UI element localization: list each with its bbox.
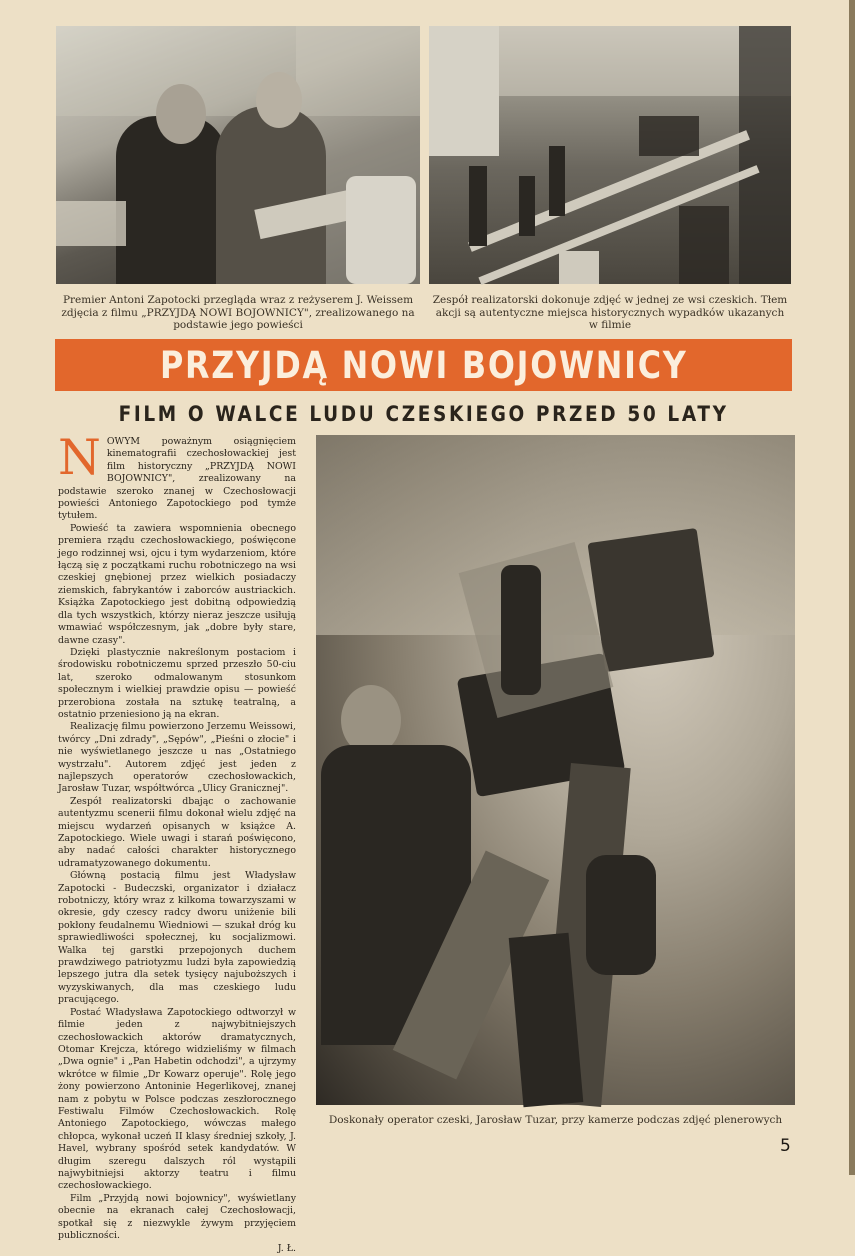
article-paragraph: Zespół realizatorski dbając o zachowanie autentyzmu scenerii filmu dokonał wielu zdjęć na miejscu wydarzeń opisanych w książce A. Zapotockiego. Wiele uwagi i starań poświęcono, aby nadać całości charakter historycznego udramatyzowanego dokumentu. bbox=[58, 795, 296, 869]
caption-village-filming: Zespół realizatorski dokonuje zdjęć w jednej ze wsi czeskich. Tłem akcji są autentyczne miejsca historycznych wypadków ukazanych w filmie bbox=[432, 294, 788, 331]
photo-premier-and-director bbox=[56, 26, 420, 284]
article-paragraph: Postać Władysława Zapotockiego odtworzył w filmie jeden z najwybitniejszych czechosłowackich aktorów dramatycznych, Otomar Krejcza, którego widzieliśmy w filmach „Dwa ognie" i „Pan Habetin odchodzi", a ujrzymy wkrótce w filmie „Dr Kowarz operuje". Rolę jego żony powierzono Antoninie Hegerlikovej, znanej nam z pobytu w Polsce podczas zeszłorocznego Festiwalu Filmów Czechosłowackich. Rolę Antoniego Zapotockiego, wówczas małego chłopca, wykonał uczeń II klasy średniej szkoły, J. Havel, wybrany spośród setek kandydatów. W długim szeregu dalszych ról wystąpili najwybitniejsi aktorzy teatru i filmu czechosłowackiego. bbox=[58, 1006, 296, 1192]
caption-premier-and-director: Premier Antoni Zapotocki przegląda wraz z reżyserem J. Weissem zdjęcia z filmu „PRZYJDĄ NOWI BOJOWNICY", zrealizowanego na podstawie jego powieści bbox=[61, 294, 415, 331]
page-edge bbox=[849, 0, 855, 1175]
page-number: 5 bbox=[780, 1136, 791, 1156]
article-paragraph: Powieść ta zawiera wspomnienia obecnego premiera rządu czechosłowackiego, poświęcone jego rodzinnej wsi, ojcu i tym wydarzeniom, które łączą się z początkami ruchu robotniczego na wsi czeskiej gnębionej przez wielkich posiadaczy ziemskich, fabrykantów i zaborców austriackich. Książka Zapotockiego jest dobitną odpowiedzią dla tych wszystkich, którzy nieraz jeszcze usiłują wmawiać współczesnym, jak „dobre były stare, dawne czasy". bbox=[58, 522, 296, 646]
article-paragraph: Dzięki plastycznie nakreślonym postaciom i środowisku robotniczemu sprzed przeszło 50-ciu lat, szeroko odmalowanym stosunkom społecznym i wielkiej prawdzie opisu — powieść przerobiona została na sztukę teatralną, a ostatnio przeniesiono ją na ekran. bbox=[58, 646, 296, 720]
article-paragraph: Główną postacią filmu jest Władysław Zapotocki - Budeczski, organizator i działacz robotniczy, który wraz z kilkoma towarzyszami w okresie, gdy czescy radcy dworu uniżenie bili pokłony feudalnemu Wiedniowi — szukał dróg ku sprawiedliwości społecznej, ku socjalizmowi. Walka tej garstki przepojonych duchem prawdziwego patriotyzmu ludzi była zapowiedzią lepszego jutra dla setek tysięcy najuboższych i wyzyskiwanych, dla mas czeskiego ludu pracującego. bbox=[58, 870, 296, 1006]
article-paragraph: OWYM poważnym osiągnięciem kinematografii czechosłowackiej jest film historyczny „PRZYJDĄ NOWI BOJOWNICY", zrealizowany na podstawie szeroko znanej w Czechosłowacji powieści Antoniego Zapotockiego pod tymże tytułem. bbox=[58, 436, 296, 522]
headline: PRZYJDĄ NOWI BOJOWNICY bbox=[159, 343, 688, 387]
article-paragraph: Film „Przyjdą nowi bojownicy", wyświetlany obecnie na ekranach całej Czechosłowacji, spotkał się z niezwykle żywym przyjęciem publiczności. bbox=[58, 1192, 296, 1241]
article-body bbox=[58, 429, 296, 1255]
photo-cameraman bbox=[316, 435, 795, 1105]
photo-village-filming bbox=[429, 26, 791, 284]
subheadline-bar bbox=[55, 398, 792, 430]
caption-cameraman: Doskonały operator czeski, Jarosław Tuzar, przy kamerze podczas zdjęć plenerowych bbox=[328, 1114, 783, 1126]
author-signature: J. Ł. bbox=[277, 1243, 296, 1255]
subheadline: FILM O WALCE LUDU CZESKIEGO PRZED 50 LATY bbox=[118, 402, 729, 426]
headline-banner bbox=[55, 339, 792, 391]
article-paragraph: Realizację filmu powierzono Jerzemu Weissowi, twórcy „Dni zdrady", „Sępów", „Pieśni o złocie" i nie wyświetlanego jeszcze u nas „Ostatniego wystrzału". Autorem zdjęć jest jeden z najlepszych operatorów czechosłowackich, Jarosław Tuzar, współtwórca „Ulicy Granicznej". bbox=[58, 721, 296, 795]
dropcap: N bbox=[58, 429, 101, 486]
